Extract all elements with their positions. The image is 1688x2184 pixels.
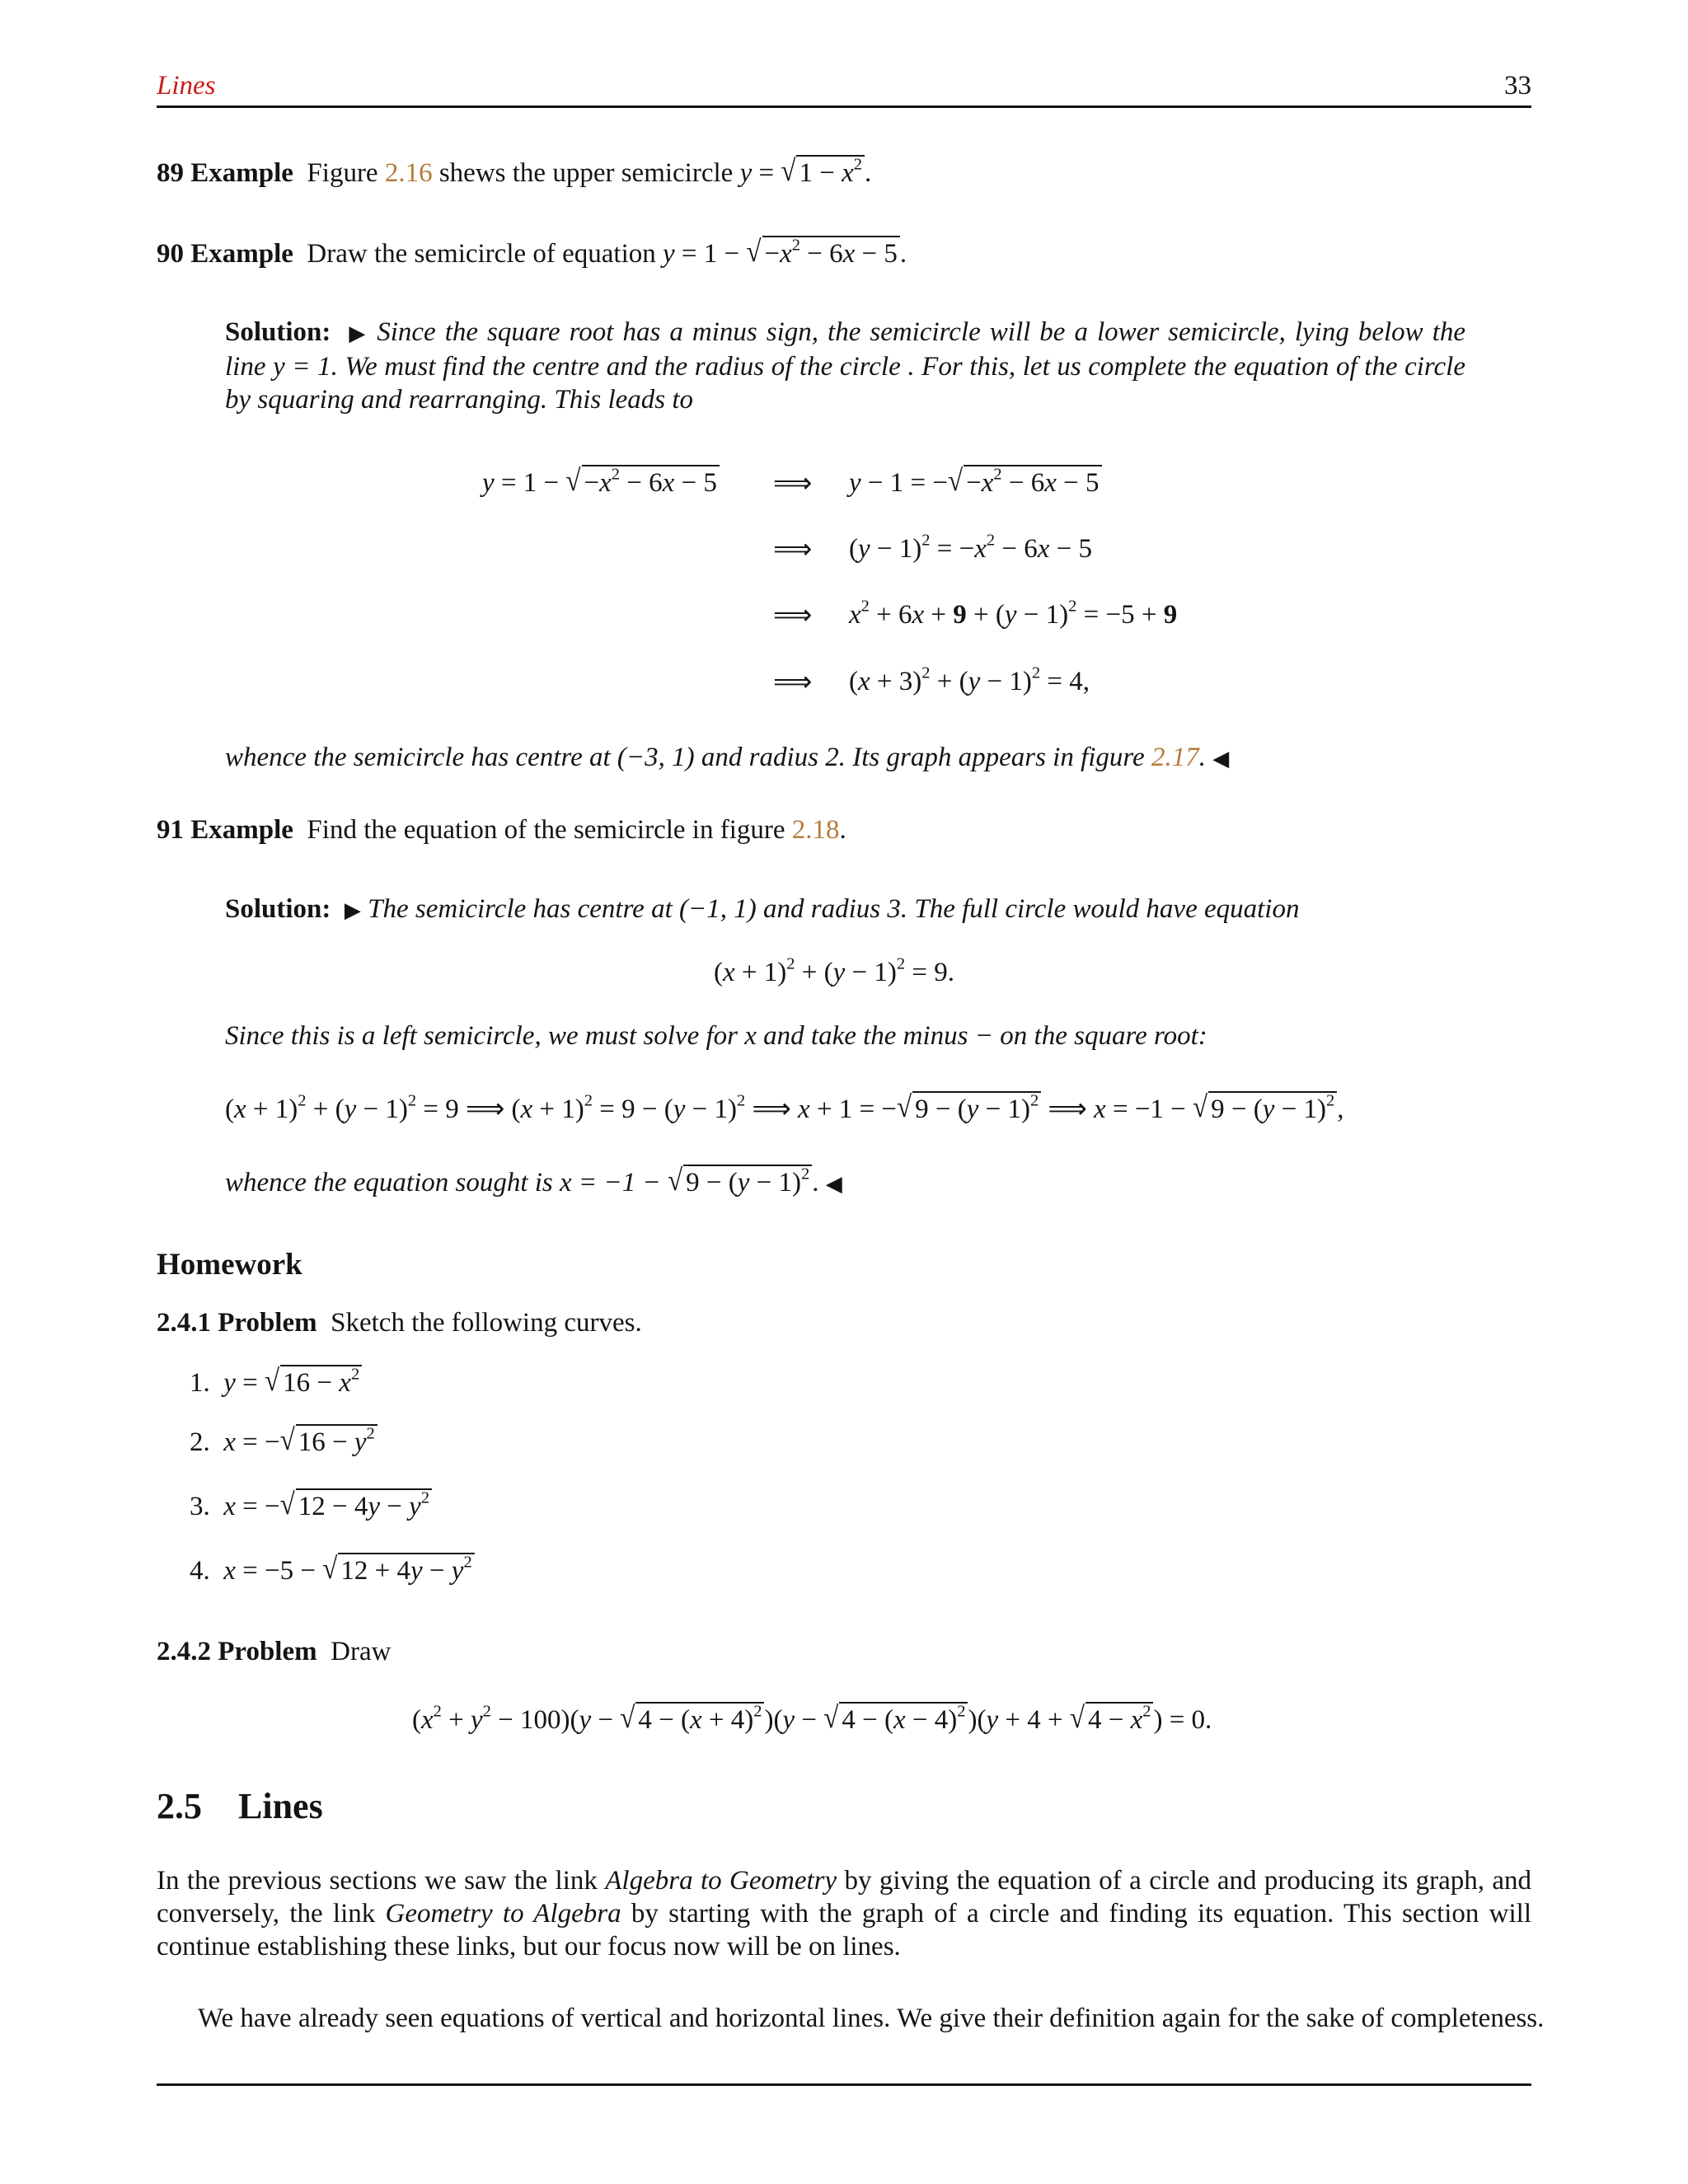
solution-label: Solution: [225, 894, 331, 924]
example-89-text-after: shews the upper semicircle [438, 158, 734, 188]
list-item-number: 4. [190, 1556, 210, 1586]
problem-2-4-2-equation: $(x^2 + y^2 - 100)(y$ − √ $4 - (x + 4)^2)(y$ − √ $4 - (x - 4)^2)(y + 4$ + √ $4 - x^2) = 0$. [412, 1701, 1212, 1735]
implies-arrow-4: ⟹ [773, 665, 813, 697]
implies-arrow-3: ⟹ [773, 598, 813, 630]
problem-2-4-1 [157, 1306, 642, 1339]
para-text: by starting with the graph of a circle and finding its equation. This section will [631, 1899, 1532, 1929]
section-intro-paragraph [157, 1864, 1531, 1963]
para-text: by giving the equation of a circle and producing its graph, and [844, 1866, 1532, 1896]
list-item-number: 1. [190, 1368, 210, 1398]
list-item: 2. x = −√ $16 - y^2$ [190, 1426, 377, 1459]
example-89-equation: y = √ $1 - x^2$. [739, 154, 872, 188]
derivation-step-2: $(y - 1)^2 = -x^2 - 6x - 5$ [849, 531, 1092, 564]
conclusion-period: . [1198, 743, 1206, 772]
para-emphasis: Algebra to Geometry [605, 1866, 837, 1896]
section-title: Lines [238, 1786, 323, 1826]
implies-arrow-2: ⟹ [773, 532, 813, 565]
para-text: In the previous sections we saw the link [157, 1866, 598, 1896]
derivation-step-3: $x^2 + 6x + 9 + (y - 1)^2 = -5 + 9$ [849, 597, 1178, 630]
implies-arrow-1: ⟹ [773, 466, 813, 499]
solution-label: Solution: [225, 317, 331, 347]
solution-start-marker: ▶ [349, 321, 368, 346]
solve-for-x-chain: $(x + 1)^2 + (y - 1)^2 = 9$ ⟹ $(x + 1)^2 = 9 - (y - 1)^2$ ⟹ x + 1 = −√ $9 - (y - 1)^2$ ⟹ x = −1 − √ $9 - (y - 1)^2$, [225, 1090, 1344, 1124]
problem-2-4-2 [157, 1635, 391, 1668]
solution-end-marker: ◀ [825, 1172, 842, 1197]
para-emphasis: Geometry to Algebra [385, 1899, 621, 1929]
example-89-label: 89 Example [157, 158, 293, 188]
conclusion-equation: √ $9 - (y - 1)^2$. [667, 1164, 819, 1197]
figure-ref-2-18[interactable]: 2.18 [791, 815, 840, 845]
figure-ref-2-17[interactable]: 2.17 [1151, 743, 1199, 772]
derivation-step-4: $(x + 3)^2 + (y - 1)^2 = 4$, [849, 663, 1090, 696]
example-91-conclusion [225, 1166, 842, 1201]
list-item: 1. y = √ $16 - x^2$ [190, 1366, 362, 1399]
section-number: 2.5 [157, 1786, 202, 1826]
section-paragraph-2: We have already seen equations of vertical and horizontal lines. We give their definition again for the sake of completeness. [198, 2004, 1545, 2033]
problem-2-4-2-label: 2.4.2 Problem [157, 1637, 317, 1666]
solution-line-2: line y = 1. We must find the centre and the radius of the circle . For this, let us complete the equation of the circle [225, 352, 1465, 382]
header-rule [157, 105, 1531, 108]
list-item: 3. x = −√ $12 - 4y - y^2$ [190, 1490, 432, 1523]
page-number: 33 [1504, 71, 1531, 101]
example-90-solution [225, 316, 1465, 416]
example-91-solution-line-2: Since this is a left semicircle, we must solve for x and take the minus − on the square root: [225, 1021, 1207, 1051]
footer-rule [157, 2083, 1531, 2086]
list-item-number: 2. [190, 1427, 210, 1457]
derivation-lhs: y = 1 − √ $-x^2 - 6x - 5$ [482, 466, 720, 499]
problem-2-4-2-text: Draw [331, 1637, 392, 1666]
example-91-text: Find the equation of the semicircle in figure [307, 815, 785, 845]
running-header-title: Lines [157, 71, 216, 101]
example-89-text-before: Figure [307, 158, 378, 188]
example-90-label: 90 Example [157, 239, 293, 269]
para-text: conversely, the link [157, 1899, 376, 1929]
para-text: continue establishing these links, but our focus now will be on lines. [157, 1932, 901, 1961]
conclusion-text: whence the equation sought is x = −1 − [225, 1168, 661, 1197]
example-90-conclusion [225, 741, 1229, 776]
circle-equation: $(x + 1)^2 + (y - 1)^2 = 9$. [714, 954, 954, 987]
solution-text: The semicircle has centre at (−1, 1) and radius 3. The full circle would have equation [368, 894, 1300, 924]
problem-2-4-1-label: 2.4.1 Problem [157, 1308, 317, 1338]
conclusion-text: whence the semicircle has centre at (−3, 1) and radius 2. Its graph appears in figure [225, 743, 1145, 772]
derivation-step-1: y − 1 = −√ $-x^2 - 6x - 5$ [849, 466, 1102, 499]
problem-2-4-1-text: Sketch the following curves. [331, 1308, 642, 1338]
example-90-equation: y = 1 − √ $-x^2 - 6x - 5$. [663, 235, 907, 269]
section-heading [157, 1786, 323, 1826]
homework-heading: Homework [157, 1248, 302, 1282]
example-90-text: Draw the semicircle of equation [307, 239, 656, 269]
example-91-solution-line-1 [225, 893, 1299, 927]
solution-end-marker: ◀ [1212, 747, 1230, 771]
list-item-number: 3. [190, 1492, 210, 1521]
figure-ref-2-16[interactable]: 2.16 [384, 158, 433, 188]
solution-line-1: Since the square root has a minus sign, the semicircle will be a lower semicircle, lying below the [377, 317, 1466, 347]
example-89 [157, 154, 872, 190]
list-item: 4. x = −5 − √ $12 + 4y - y^2$ [190, 1554, 475, 1587]
example-90 [157, 237, 907, 270]
solution-start-marker: ▶ [344, 898, 361, 923]
example-91-label: 91 Example [157, 815, 293, 845]
solution-line-3: by squaring and rearranging. This leads to [225, 385, 694, 415]
example-91: 91 Example Find the equation of the semicircle in figure 2.18. [157, 815, 846, 845]
